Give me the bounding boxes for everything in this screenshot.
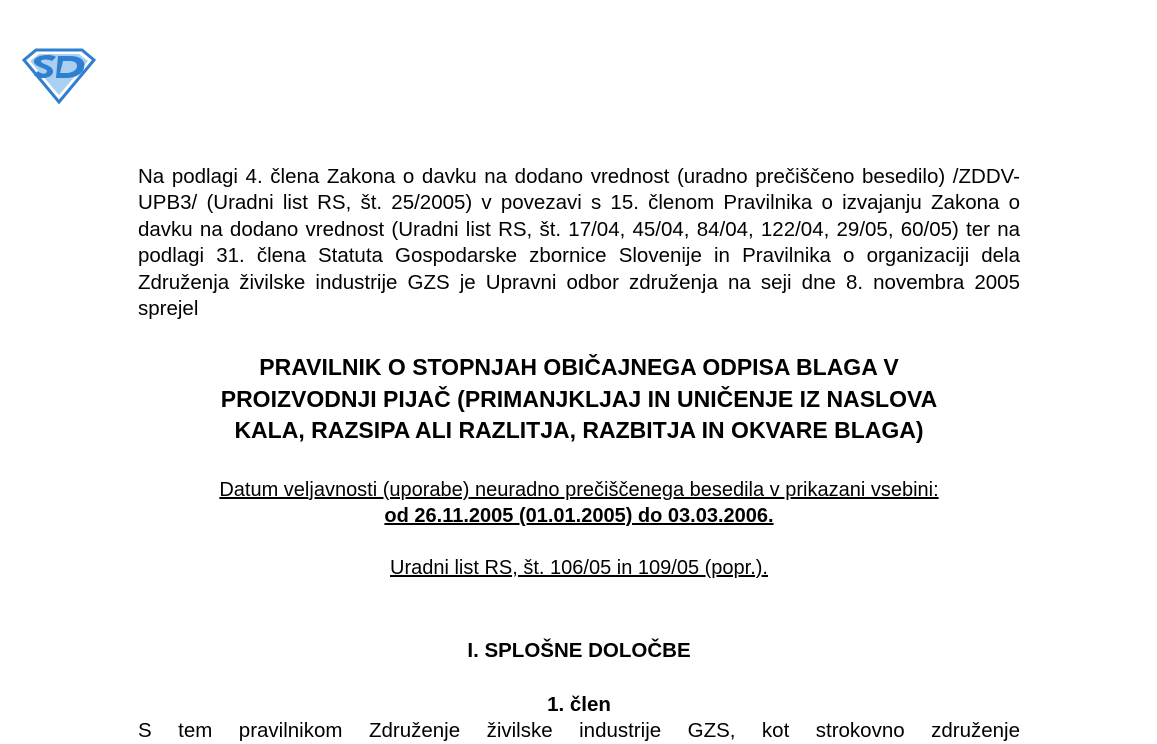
section-heading: I. SPLOŠNE DOLOČBE: [467, 638, 691, 662]
title-line-2: PROIZVODNJI PIJAČ (PRIMANJKLJAJ IN UNIČENJE IZ NASLOVA: [220, 385, 938, 412]
document-body: [138, 164, 1020, 744]
article-heading: 1. člen: [547, 692, 611, 716]
title-line-3: KALA, RAZSIPA ALI RAZLITJA, RAZBITJA IN OKVARE BLAGA): [234, 417, 924, 444]
validity-label: Datum veljavnosti (uporabe) neuradno prečiščenega besedila v prikazani vsebini:: [219, 478, 939, 501]
sd-logo: [22, 48, 96, 104]
validity-block: [138, 477, 1020, 529]
gazette-reference: Uradni list RS, št. 106/05 in 109/05 (popr.).: [390, 556, 768, 579]
document-title: [138, 352, 1020, 447]
title-line-1: PRAVILNIK O STOPNJAH OBIČAJNEGA ODPISA BLAGA V: [259, 354, 899, 381]
article-text: S tem pravilnikom Združenje živilske industrije GZS, kot strokovno združenje: [138, 718, 1020, 742]
sd-logo-icon: [22, 48, 96, 104]
intro-paragraph: Na podlagi 4. člena Zakona o davku na dodano vrednost (uradno prečiščeno besedilo) /ZDDV-UPB3/ (Uradni list RS, št. 25/2005) v povezavi s 15. členom Pravilnika o izvajanju Zakona o davku na dodano vrednost (Uradni list RS, št. 17/04, 45/04, 84/04, 122/04, 29/05, 60/05) ter na podlagi 31. člena Statuta Gospodarske zbornice Slovenije in Pravilnika o organizaciji dela Združenja živilske industrije GZS je Upravni odbor združenja na seji dne 8. novembra 2005 sprejel: [138, 165, 1020, 321]
validity-dates: od 26.11.2005 (01.01.2005) do 03.03.2006.: [384, 504, 774, 527]
